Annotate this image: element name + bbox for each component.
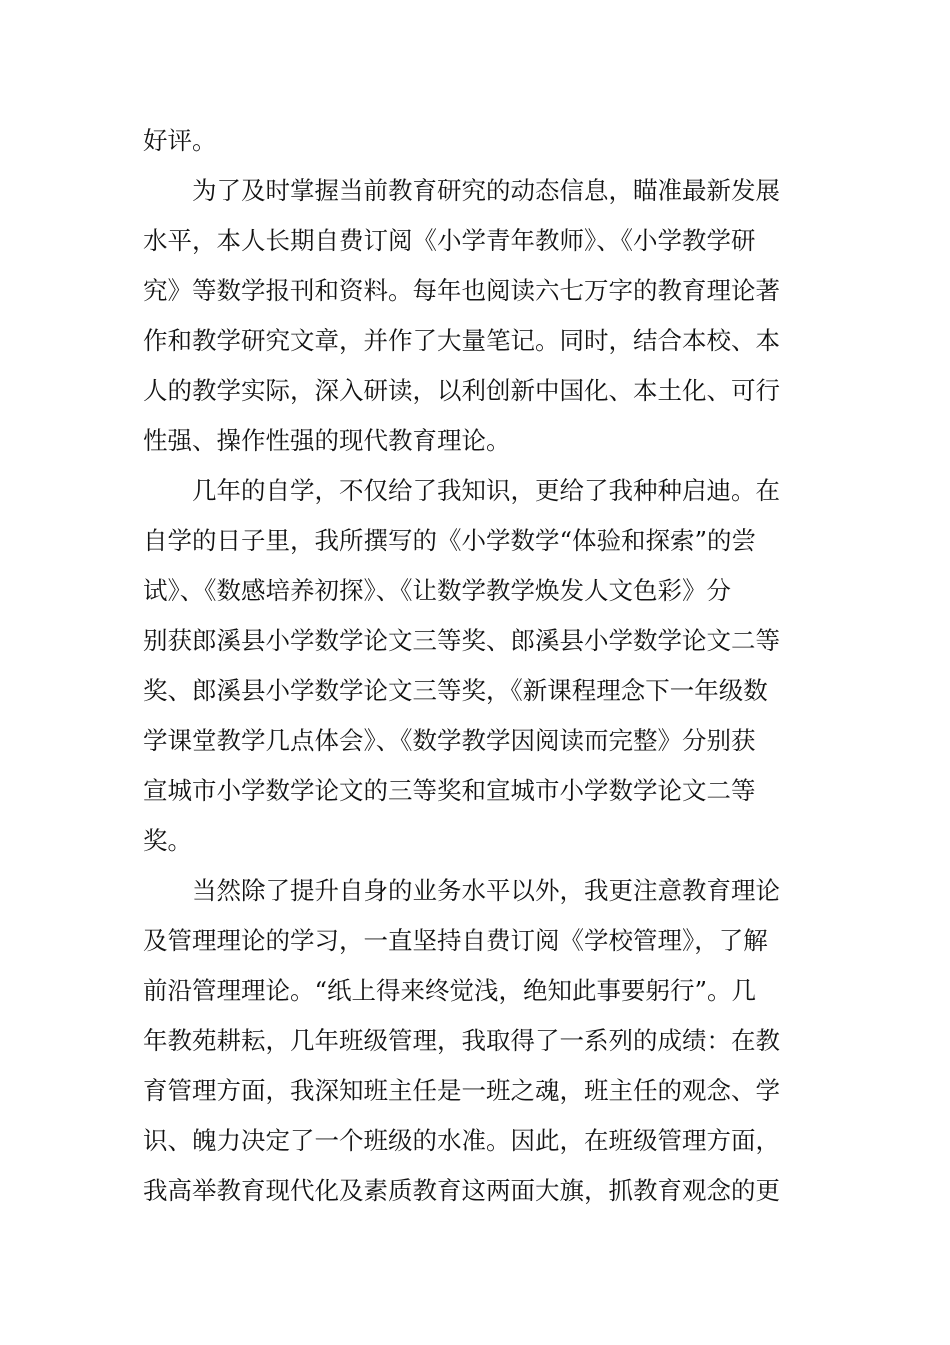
text-line: 我高举教育现代化及素质教育这两面大旗，抓教育观念的更 <box>143 1176 780 1205</box>
text-line: 宣城市小学数学论文的三等奖和宣城市小学数学论文二等 <box>143 776 756 805</box>
text-line: 人的教学实际，深入研读，以利创新中国化、本土化、可行 <box>143 376 780 405</box>
text-line: 识、魄力决定了一个班级的水准。因此，在班级管理方面， <box>143 1126 780 1155</box>
text-line: 自学的日子里，我所撰写的《小学数学“体验和探索”的尝 <box>143 526 757 555</box>
text-line: 前沿管理理论。“纸上得来终觉浅，绝知此事要躬行”。几 <box>143 976 757 1005</box>
text-line: 好评。 <box>143 126 217 155</box>
text-line: 试》、《数感培养初探》、《让数学教学焕发人文色彩》分 <box>143 576 731 605</box>
text-line: 作和教学研究文章，并作了大量笔记。同时，结合本校、本 <box>143 326 780 355</box>
text-line: 奖。 <box>143 826 192 855</box>
text-line: 究》等数学报刊和资料。每年也阅读六七万字的教育理论著 <box>143 276 780 305</box>
text-line: 几年的自学，不仅给了我知识，更给了我种种启迪。在 <box>192 476 780 505</box>
text-line: 及管理理论的学习，一直坚持自费订阅《学校管理》，了解 <box>143 926 768 955</box>
text-line: 育管理方面，我深知班主任是一班之魂，班主任的观念、学 <box>143 1076 780 1105</box>
text-line: 别获郎溪县小学数学论文三等奖、郎溪县小学数学论文二等 <box>143 626 780 655</box>
text-line: 为了及时掌握当前教育研究的动态信息，瞄准最新发展 <box>192 176 780 205</box>
text-line: 性强、操作性强的现代教育理论。 <box>143 426 511 455</box>
text-line: 学课堂教学几点体会》、《数学教学因阅读而完整》分别获 <box>143 726 756 755</box>
text-line: 水平，本人长期自费订阅《小学青年教师》、《小学教学研 <box>143 226 756 255</box>
text-line: 当然除了提升自身的业务水平以外，我更注意教育理论 <box>192 876 780 905</box>
text-line: 年教苑耕耘，几年班级管理，我取得了一系列的成绩：在教 <box>143 1026 780 1055</box>
text-line: 奖、郎溪县小学数学论文三等奖，《新课程理念下一年级数 <box>143 676 768 705</box>
